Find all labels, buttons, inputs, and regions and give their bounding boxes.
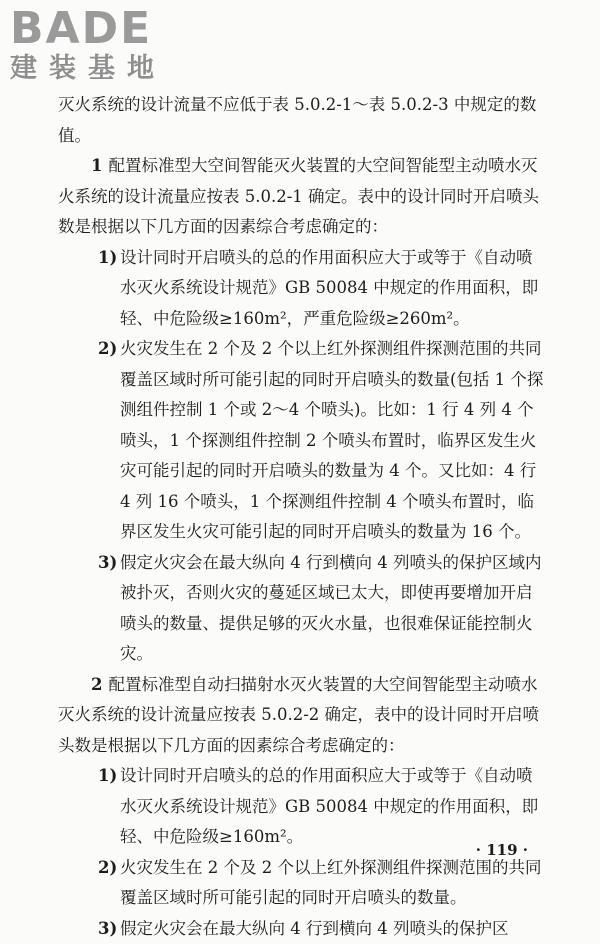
item-number: 2) [98, 334, 117, 365]
item-text: 假定火灾会在最大纵向 4 行到横向 4 列喷头的保护区域内被扑灭，否则火灾的蔓延区域已太大，即使再要增加开启喷头的数量、提供足够的灭火水量，也很难保证能控制火灾。 [120, 553, 541, 664]
section-1-number: 1 [91, 156, 102, 175]
item-number: 2) [98, 853, 117, 884]
item-text: 假定火灾会在最大纵向 4 行到横向 4 列喷头的保护区 [120, 919, 508, 938]
document-body [58, 90, 548, 944]
item-text: 设计同时开启喷头的总的作用面积应大于或等于《自动喷水灭火系统设计规范》GB 50084 中规定的作用面积，即轻、中危险级≥160m²。 [120, 766, 538, 846]
section-2-paragraph [58, 670, 548, 762]
section-2-text: 配置标准型自动扫描射水灭火装置的大空间智能型主动喷水灭火系统的设计流量应按表 5.0.2-2 确定，表中的设计同时开启喷头数是根据以下几方面的因素综合考虑确定的： [58, 675, 539, 755]
section-1-item-1 [58, 243, 548, 335]
item-number: 3) [98, 914, 117, 944]
logo-subtitle: 建装基地 [10, 54, 180, 84]
section-2-number: 2 [91, 675, 102, 694]
item-number: 1) [98, 243, 117, 274]
item-number: 3) [98, 548, 117, 579]
site-logo [10, 6, 180, 84]
section-1-item-3 [58, 548, 548, 670]
item-text: 火灾发生在 2 个及 2 个以上红外探测组件探测范围的共同覆盖区域时所可能引起的同时开启喷头的数量(包括 1 个探测组件控制 1 个或 2～4 个喷头)。比如：1 行 4 列 4 个喷头，1 个探测组件控制 2 个喷头布置时，临界区发生火灾可能引起的同时开启喷头的数量为 4 个。又比如：4 行 4 列 16 个喷头，1 个探测组件控制 4 个喷头布置时，临界区发生火灾可能引起的同时开启喷头的数量为 16 个。 [120, 339, 543, 541]
section-2-item-3 [58, 914, 548, 944]
item-text: 火灾发生在 2 个及 2 个以上红外探测组件探测范围的共同覆盖区域时所可能引起的同时开启喷头的数量。 [120, 858, 541, 908]
section-2-item-1 [58, 761, 548, 853]
section-1-item-2 [58, 334, 548, 548]
section-2-item-2 [58, 853, 548, 914]
section-1-paragraph [58, 151, 548, 243]
item-text: 设计同时开启喷头的总的作用面积应大于或等于《自动喷水灭火系统设计规范》GB 50084 中规定的作用面积，即轻、中危险级≥160m²，严重危险级≥260m²。 [120, 248, 538, 328]
page-number: · 119 · [476, 841, 528, 859]
section-1-text: 配置标准型大空间智能灭火装置的大空间智能型主动喷水灭火系统的设计流量应按表 5.0.2-1 确定。表中的设计同时开启喷头数是根据以下几方面的因素综合考虑确定的： [58, 156, 539, 236]
item-number: 1) [98, 761, 117, 792]
intro-paragraph: 灭火系统的设计流量不应低于表 5.0.2-1～表 5.0.2-3 中规定的数值。 [58, 90, 548, 151]
logo-wordmark: BADE [10, 6, 180, 52]
